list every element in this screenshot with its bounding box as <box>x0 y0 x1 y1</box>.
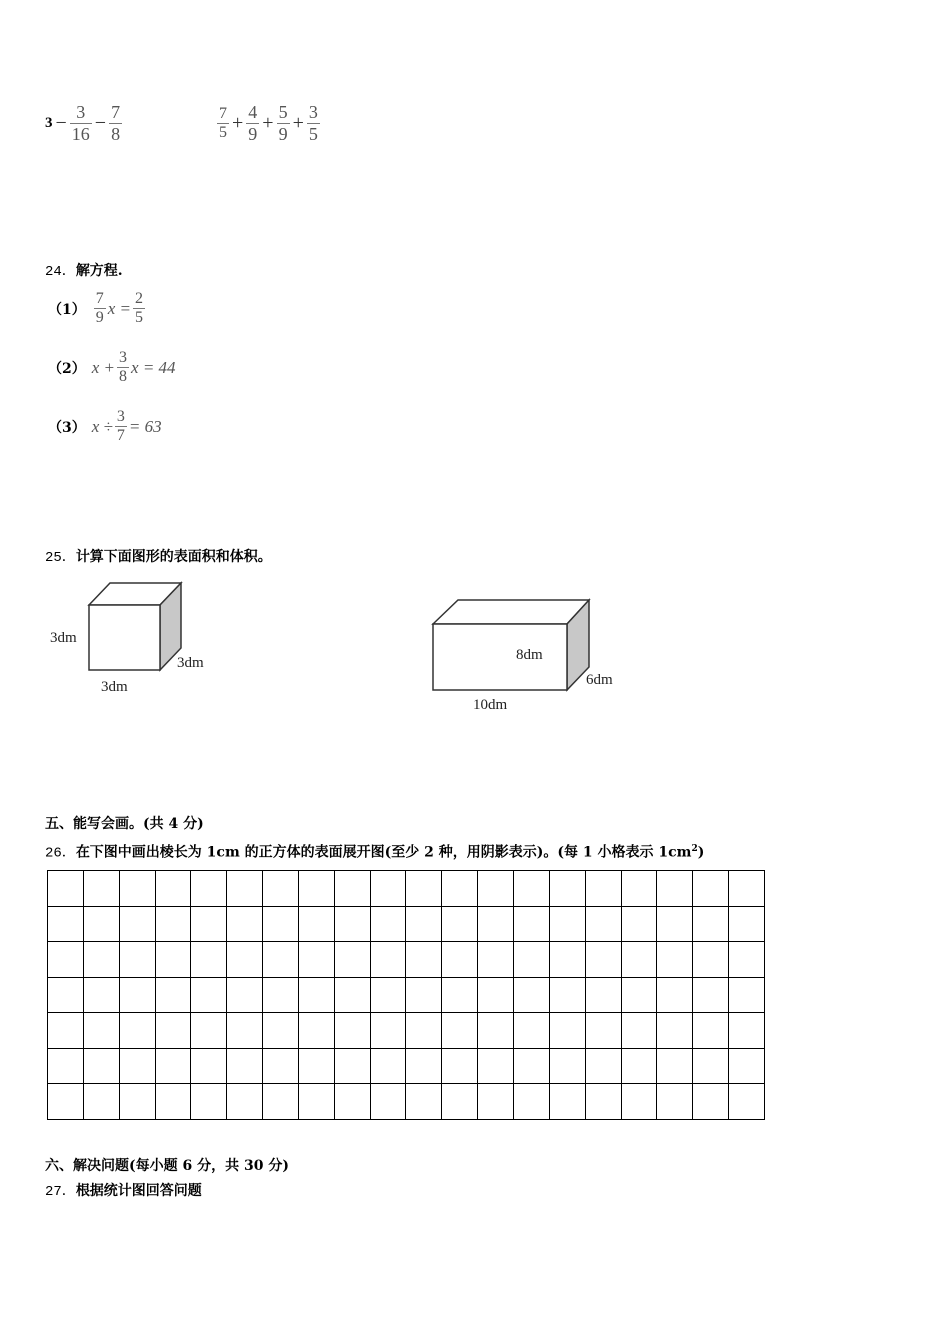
equation-3: （3） x ÷ $\frac{3}{7}$ = 63 <box>48 408 162 444</box>
grid-cell[interactable] <box>442 1084 478 1120</box>
fraction: $\frac{7}{8}$ <box>111 102 121 144</box>
grid-cell[interactable] <box>120 942 156 978</box>
grid-cell[interactable] <box>622 907 658 943</box>
grid-cell[interactable] <box>478 942 514 978</box>
grid-cell[interactable] <box>406 942 442 978</box>
grid-cell[interactable] <box>191 1084 227 1120</box>
grid-cell[interactable] <box>120 1084 156 1120</box>
grid-cell[interactable] <box>263 871 299 907</box>
grid-cell[interactable] <box>335 978 371 1014</box>
grid-cell[interactable] <box>478 1049 514 1085</box>
grid-cell[interactable] <box>657 1084 693 1120</box>
grid-cell[interactable] <box>191 907 227 943</box>
grid-cell[interactable] <box>478 1084 514 1120</box>
grid-cell[interactable] <box>729 978 765 1014</box>
expression-1: 3 − $\frac{3}{16}$ − $\frac{7}{8}$ <box>45 102 121 144</box>
cube-width-label: 3dm <box>101 679 128 695</box>
grid-cell[interactable] <box>442 978 478 1014</box>
fraction: $\frac{7}{5}$ <box>219 105 227 141</box>
grid-cell[interactable] <box>48 942 84 978</box>
grid-cell[interactable] <box>299 1013 335 1049</box>
grid-cell[interactable] <box>48 1084 84 1120</box>
fraction: $\frac{3}{16}$ <box>71 102 90 144</box>
grid-cell[interactable] <box>622 942 658 978</box>
grid-cell[interactable] <box>550 1084 586 1120</box>
grid-cell[interactable] <box>586 907 622 943</box>
grid-cell[interactable] <box>191 942 227 978</box>
grid-cell[interactable] <box>84 1084 120 1120</box>
grid-cell[interactable] <box>406 907 442 943</box>
grid-cell[interactable] <box>406 871 442 907</box>
grid-cell[interactable] <box>514 1013 550 1049</box>
grid-cell[interactable] <box>263 942 299 978</box>
grid-cell[interactable] <box>191 1013 227 1049</box>
grid-cell[interactable] <box>156 871 192 907</box>
grid-cell[interactable] <box>48 1013 84 1049</box>
grid-cell[interactable] <box>406 1084 442 1120</box>
grid-cell[interactable] <box>299 978 335 1014</box>
fraction: $\frac{3}{7}$ <box>116 408 125 444</box>
grid-cell[interactable] <box>622 1084 658 1120</box>
grid-cell[interactable] <box>693 978 729 1014</box>
grid-cell[interactable] <box>120 978 156 1014</box>
fraction: $\frac{3}{5}$ <box>308 102 318 144</box>
grid-cell[interactable] <box>335 1013 371 1049</box>
grid-cell[interactable] <box>227 871 263 907</box>
grid-cell[interactable] <box>693 1084 729 1120</box>
grid-cell[interactable] <box>335 907 371 943</box>
grid-cell[interactable] <box>478 978 514 1014</box>
grid-cell[interactable] <box>48 1049 84 1085</box>
grid-cell[interactable] <box>514 907 550 943</box>
grid-cell[interactable] <box>693 907 729 943</box>
grid-cell[interactable] <box>84 907 120 943</box>
grid-cell[interactable] <box>84 1049 120 1085</box>
section-5-title: 五、能写会画。(共 4 分) <box>45 816 204 832</box>
grid-cell[interactable] <box>335 1084 371 1120</box>
grid-cell[interactable] <box>120 1013 156 1049</box>
grid-cell[interactable] <box>729 1013 765 1049</box>
section-6-title: 六、解决问题(每小题 6 分，共 30 分) <box>45 1158 289 1174</box>
expression-2: $\frac{7}{5}$ + $\frac{4}{9}$ + $\frac{5}{9}$ + $\frac{3}{5}$ <box>219 102 318 144</box>
grid-cell[interactable] <box>406 1049 442 1085</box>
grid-cell[interactable] <box>622 1049 658 1085</box>
grid-cell[interactable] <box>48 978 84 1014</box>
fraction: $\frac{3}{8}$ <box>119 349 128 385</box>
grid-cell[interactable] <box>586 978 622 1014</box>
grid-cell[interactable] <box>335 1049 371 1085</box>
grid-cell[interactable] <box>693 1049 729 1085</box>
grid-cell[interactable] <box>586 871 622 907</box>
grid-cell[interactable] <box>693 942 729 978</box>
grid-cell[interactable] <box>657 942 693 978</box>
grid-cell[interactable] <box>335 871 371 907</box>
grid-cell[interactable] <box>550 1049 586 1085</box>
grid-cell[interactable] <box>514 1049 550 1085</box>
equation-1: （1） $\frac{7}{9}$ x = $\frac{2}{5}$ <box>48 290 144 326</box>
grid-cell[interactable] <box>371 978 407 1014</box>
grid-cell[interactable] <box>729 1049 765 1085</box>
grid-cell[interactable] <box>84 942 120 978</box>
grid-cell[interactable] <box>299 942 335 978</box>
grid-cell[interactable] <box>657 1049 693 1085</box>
grid-cell[interactable] <box>48 871 84 907</box>
grid-cell[interactable] <box>550 871 586 907</box>
grid-cell[interactable] <box>335 942 371 978</box>
cube-height-label: 3dm <box>50 630 77 646</box>
grid-cell[interactable] <box>371 907 407 943</box>
grid-cell[interactable] <box>622 871 658 907</box>
grid-cell[interactable] <box>729 907 765 943</box>
grid-cell[interactable] <box>299 1084 335 1120</box>
cuboid-diagram <box>425 592 605 702</box>
grid-cell[interactable] <box>227 1049 263 1085</box>
grid-cell[interactable] <box>550 1013 586 1049</box>
grid-cell[interactable] <box>693 871 729 907</box>
grid-cell[interactable] <box>263 978 299 1014</box>
grid-cell[interactable] <box>120 907 156 943</box>
grid-cell[interactable] <box>478 871 514 907</box>
grid-cell[interactable] <box>514 1084 550 1120</box>
grid-cell[interactable] <box>156 942 192 978</box>
grid-cell[interactable] <box>263 1084 299 1120</box>
grid-cell[interactable] <box>156 978 192 1014</box>
grid-cell[interactable] <box>371 1049 407 1085</box>
drawing-grid[interactable] <box>47 870 765 1120</box>
grid-cell[interactable] <box>478 907 514 943</box>
grid-cell[interactable] <box>371 871 407 907</box>
grid-cell[interactable] <box>299 871 335 907</box>
cuboid-width-label: 10dm <box>473 697 508 713</box>
grid-cell[interactable] <box>550 907 586 943</box>
grid-cell[interactable] <box>227 1013 263 1049</box>
equation-2: （2） x + $\frac{3}{8}$ x = 44 <box>48 349 176 385</box>
grid-cell[interactable] <box>514 871 550 907</box>
grid-cell[interactable] <box>263 1049 299 1085</box>
fraction: $\frac{4}{9}$ <box>248 102 258 144</box>
question-27-heading: 27．根据统计图回答问题 <box>45 1183 202 1200</box>
cuboid-height-label: 8dm <box>516 647 543 663</box>
grid-cell[interactable] <box>191 1049 227 1085</box>
grid-cell[interactable] <box>657 1013 693 1049</box>
grid-cell[interactable] <box>227 942 263 978</box>
grid-cell[interactable] <box>729 871 765 907</box>
grid-cell[interactable] <box>586 1084 622 1120</box>
grid-cell[interactable] <box>156 1049 192 1085</box>
grid-cell[interactable] <box>622 978 658 1014</box>
grid-cell[interactable] <box>191 978 227 1014</box>
cuboid-depth-label: 6dm <box>586 672 613 688</box>
grid-cell[interactable] <box>156 907 192 943</box>
grid-cell[interactable] <box>84 871 120 907</box>
grid-cell[interactable] <box>442 907 478 943</box>
grid-cell[interactable] <box>622 1013 658 1049</box>
grid-cell[interactable] <box>693 1013 729 1049</box>
question-24-heading: 24．解方程. <box>45 263 123 280</box>
question-26-heading: 26．在下图中画出棱长为 1cm 的正方体的表面展开图(至少 2 种，用阴影表示)。(每 1 小格表示 $1cm^2$) <box>45 844 705 862</box>
grid-cell[interactable] <box>227 1084 263 1120</box>
grid-cell[interactable] <box>299 1049 335 1085</box>
grid-cell[interactable] <box>550 978 586 1014</box>
grid-cell[interactable] <box>120 1049 156 1085</box>
grid-cell[interactable] <box>657 871 693 907</box>
grid-cell[interactable] <box>657 907 693 943</box>
grid-cell[interactable] <box>729 942 765 978</box>
grid-cell[interactable] <box>442 871 478 907</box>
grid-cell[interactable] <box>371 1084 407 1120</box>
grid-cell[interactable] <box>729 1084 765 1120</box>
grid-cell[interactable] <box>84 978 120 1014</box>
grid-cell[interactable] <box>586 942 622 978</box>
grid-cell[interactable] <box>442 1013 478 1049</box>
grid-cell[interactable] <box>514 942 550 978</box>
grid-cell[interactable] <box>156 1013 192 1049</box>
grid-cell[interactable] <box>263 907 299 943</box>
grid-cell[interactable] <box>120 871 156 907</box>
grid-cell[interactable] <box>550 942 586 978</box>
grid-cell[interactable] <box>478 1013 514 1049</box>
grid-cell[interactable] <box>371 1013 407 1049</box>
grid-cell[interactable] <box>48 907 84 943</box>
grid-cell[interactable] <box>442 1049 478 1085</box>
grid-cell[interactable] <box>191 871 227 907</box>
grid-cell[interactable] <box>586 1049 622 1085</box>
grid-cell[interactable] <box>371 942 407 978</box>
question-25-heading: 25．计算下面图形的表面积和体积。 <box>45 549 272 566</box>
grid-cell[interactable] <box>586 1013 622 1049</box>
grid-cell[interactable] <box>263 1013 299 1049</box>
grid-cell[interactable] <box>657 978 693 1014</box>
grid-cell[interactable] <box>84 1013 120 1049</box>
grid-cell[interactable] <box>227 907 263 943</box>
grid-cell[interactable] <box>299 907 335 943</box>
grid-cell[interactable] <box>406 1013 442 1049</box>
fraction: $\frac{2}{5}$ <box>135 290 144 326</box>
grid-cell[interactable] <box>442 942 478 978</box>
grid-cell[interactable] <box>227 978 263 1014</box>
grid-cell[interactable] <box>156 1084 192 1120</box>
grid-cell[interactable] <box>406 978 442 1014</box>
grid-cell[interactable] <box>514 978 550 1014</box>
fraction: $\frac{5}{9}$ <box>278 102 288 144</box>
fraction: $\frac{7}{9}$ <box>95 290 104 326</box>
cube-depth-label: 3dm <box>177 655 204 671</box>
